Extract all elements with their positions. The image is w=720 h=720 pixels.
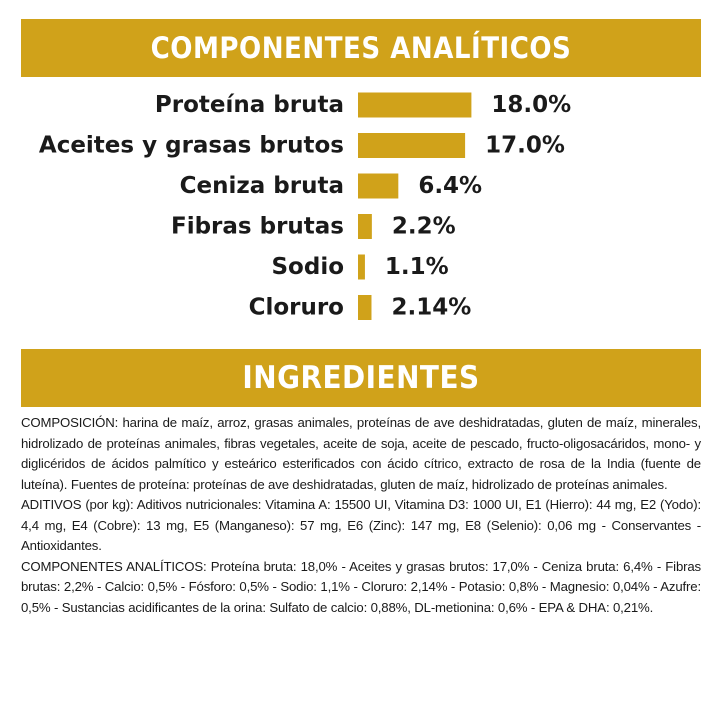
bar-sodio [358, 255, 365, 280]
value-label-sodio: 1.1% [384, 254, 449, 280]
value-label-aceites-y-grasas-brutos: 17.0% [485, 132, 565, 159]
value-label-proteina-bruta: 18.0% [491, 92, 572, 118]
bar-aceites-y-grasas-brutos [358, 133, 465, 158]
composition-paragraph: COMPOSICIÓN: harina de maíz, arroz, grasas animales, proteínas de ave deshidratadas, gluten de maíz, minerales, hidrolizado de proteínas animales, fibras vegetales, aceite de soja, aceite de pescado, fructo-oligosacáridos, mono- y diglicéridos de ácidos palmítico y esteárico esterificados con ácido cítrico, extracto de rosa de la India (fuente de luteína). Fuentes de proteína: proteínas de ave deshidratadas, gluten de maíz, hidrolizado de proteínas animales. [21, 415, 701, 492]
bar-cloruro [358, 295, 371, 320]
category-label-sodio: Sodio [271, 254, 344, 280]
value-label-cloruro: 2.14% [391, 294, 472, 321]
additives-paragraph: ADITIVOS (por kg): Aditivos nutricionales: Vitamina A: 15500 UI, Vitamina D3: 1000 UI, E1 (Hierro): 44 mg, E2 (Yodo): 4,4 mg, E4 (Cobre): 13 mg, E5 (Manganeso): 57 mg, E6 (Zinc): 147 mg, E8 (Selenio): 0,06 mg - Conservantes - Antioxidantes. [21, 497, 701, 553]
bar-fibras-brutas [358, 214, 372, 239]
category-label-proteina-bruta: Proteína bruta [154, 92, 344, 118]
ingredients-section-title: INGREDIENTES [21, 349, 701, 407]
ingredients-text-block [21, 413, 701, 618]
category-label-cloruro: Cloruro [248, 294, 344, 321]
value-label-ceniza-bruta: 6.4% [418, 173, 483, 199]
bar-proteina-bruta [358, 93, 471, 118]
category-label-ceniza-bruta: Ceniza bruta [179, 173, 344, 199]
analytics-bar-chart [0, 80, 720, 340]
category-label-aceites-y-grasas-brutos: Aceites y grasas brutos [38, 132, 344, 159]
bar-ceniza-bruta [358, 174, 398, 199]
analytics-section-title: COMPONENTES ANALÍTICOS [21, 19, 701, 77]
category-label-fibras-brutas: Fibras brutas [170, 213, 344, 240]
value-label-fibras-brutas: 2.2% [391, 213, 456, 240]
analytical-components-paragraph: COMPONENTES ANALÍTICOS: Proteína bruta: 18,0% - Aceites y grasas brutos: 17,0% - Ceniza bruta: 6,4% - Fibras brutas: 2,2% - Calcio: 0,5% - Fósforo: 0,5% - Sodio: 1,1% - Cloruro: 2,14% - Potasio: 0,8% - Magnesio: 0,04% - Azufre: 0,5% - Sustancias acidificantes de la orina: Sulfato de calcio: 0,88%, DL-metionina: 0,6% - EPA & DHA: 0,21%. [21, 558, 701, 615]
